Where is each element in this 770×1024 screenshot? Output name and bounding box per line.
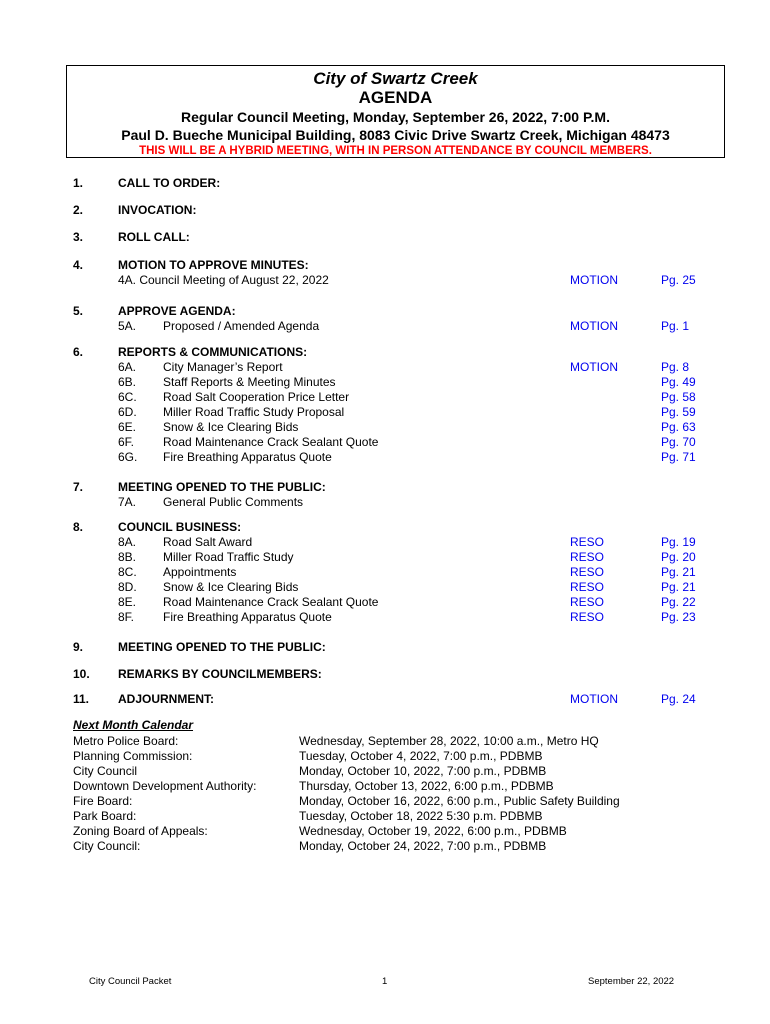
sub-item-code: 8D. (118, 580, 137, 594)
action-link[interactable]: MOTION (570, 273, 618, 287)
sub-item (0, 550, 770, 565)
sub-item-code: 6G. (118, 450, 138, 464)
calendar-date: Wednesday, October 19, 2022, 6:00 p.m., PDBMB (299, 824, 567, 838)
sub-item-label: Proposed / Amended Agenda (163, 319, 320, 333)
calendar-board: Metro Police Board: (73, 734, 179, 748)
meeting-info: Regular Council Meeting, Monday, September 26, 2022, 7:00 P.M. (181, 109, 610, 125)
calendar-row (0, 794, 770, 809)
sub-item (0, 450, 770, 465)
calendar-row (0, 824, 770, 839)
calendar-board: City Council (73, 764, 138, 778)
item-number: 1. (73, 176, 84, 190)
action-link[interactable]: MOTION (570, 692, 618, 706)
calendar-row (0, 749, 770, 764)
page-link[interactable]: Pg. 22 (661, 595, 696, 609)
page-link[interactable]: Pg. 19 (661, 535, 696, 549)
page-link[interactable]: Pg. 8 (661, 360, 690, 374)
calendar-date: Tuesday, October 4, 2022, 7:00 p.m., PDBMB (299, 749, 543, 763)
footer-packet: City Council Packet (89, 976, 172, 987)
sub-item (0, 273, 770, 288)
sub-item-code: 8B. (118, 550, 137, 564)
sub-item (0, 360, 770, 375)
page-link[interactable]: Pg. 1 (661, 319, 690, 333)
calendar-board: Fire Board: (73, 794, 133, 808)
sub-item (0, 495, 770, 510)
action-link[interactable]: RESO (570, 565, 605, 579)
sub-item-label: Appointments (163, 565, 237, 579)
footer-date: September 22, 2022 (588, 976, 675, 987)
page-link[interactable]: Pg. 21 (661, 565, 696, 579)
page-link[interactable]: Pg. 58 (661, 390, 696, 404)
calendar-title: Next Month Calendar (73, 718, 194, 732)
sub-item-text: 4A. Council Meeting of August 22, 2022 (118, 273, 329, 287)
sub-item-code: 8A. (118, 535, 137, 549)
action-link[interactable]: RESO (570, 550, 605, 564)
item-number: 8. (73, 520, 84, 534)
action-link[interactable]: RESO (570, 595, 605, 609)
sub-item-label: Fire Breathing Apparatus Quote (163, 610, 332, 624)
calendar-board: City Council: (73, 839, 141, 853)
sub-item-code: 8C. (118, 565, 137, 579)
sub-item (0, 390, 770, 405)
sub-item (0, 435, 770, 450)
calendar-date: Monday, October 10, 2022, 7:00 p.m., PDBMB (299, 764, 547, 778)
calendar-board: Zoning Board of Appeals: (73, 824, 208, 838)
page-link[interactable]: Pg. 49 (661, 375, 696, 389)
sub-item-label: Staff Reports & Meeting Minutes (163, 375, 336, 389)
calendar-date: Monday, October 24, 2022, 7:00 p.m., PDBMB (299, 839, 547, 853)
item-number: 9. (73, 640, 84, 654)
sub-item-label: Fire Breathing Apparatus Quote (163, 450, 332, 464)
calendar-row (0, 809, 770, 824)
calendar-board: Planning Commission: (73, 749, 193, 763)
page-link[interactable]: Pg. 59 (661, 405, 696, 419)
sub-item-label: Road Salt Award (163, 535, 253, 549)
calendar-row (0, 764, 770, 779)
calendar-row (0, 839, 770, 854)
sub-item-code: 6D. (118, 405, 137, 419)
sub-item-label: City Manager’s Report (163, 360, 283, 374)
item-number: 7. (73, 480, 84, 494)
item-title: MEETING OPENED TO THE PUBLIC: (118, 480, 326, 494)
footer-page-number: 1 (382, 976, 388, 987)
sub-item (0, 535, 770, 550)
sub-item (0, 610, 770, 625)
agenda-header (66, 65, 725, 158)
item-title: CALL TO ORDER: (118, 176, 221, 190)
item-number: 6. (73, 345, 84, 359)
item-title: REPORTS & COMMUNICATIONS: (118, 345, 308, 359)
item-title: ROLL CALL: (118, 230, 190, 244)
calendar-row (0, 779, 770, 794)
sub-item-label: Miller Road Traffic Study Proposal (163, 405, 345, 419)
item-title: INVOCATION: (118, 203, 197, 217)
sub-item-label: Road Salt Cooperation Price Letter (163, 390, 350, 404)
sub-item-label: Snow & Ice Clearing Bids (163, 580, 299, 594)
item-title: MOTION TO APPROVE MINUTES: (118, 258, 309, 272)
item-number: 4. (73, 258, 84, 272)
sub-item (0, 405, 770, 420)
page-link[interactable]: Pg. 20 (661, 550, 696, 564)
item-title: MEETING OPENED TO THE PUBLIC: (118, 640, 326, 654)
sub-item-label: Snow & Ice Clearing Bids (163, 420, 299, 434)
calendar-board: Park Board: (73, 809, 137, 823)
action-link[interactable]: MOTION (570, 360, 618, 374)
item-number: 10. (73, 667, 90, 681)
sub-item (0, 580, 770, 595)
page-link[interactable]: Pg. 24 (661, 692, 696, 706)
sub-item-label: Road Maintenance Crack Sealant Quote (163, 435, 379, 449)
hybrid-notice: THIS WILL BE A HYBRID MEETING, WITH IN PERSON ATTENDANCE BY COUNCIL MEMBERS. (139, 145, 652, 157)
item-number: 11. (73, 692, 90, 706)
meeting-location: Paul D. Bueche Municipal Building, 8083 Civic Drive Swartz Creek, Michigan 48473 (121, 127, 670, 143)
sub-item-code: 5A. (118, 319, 137, 333)
page-link[interactable]: Pg. 71 (661, 450, 696, 464)
agenda-title: AGENDA (358, 88, 433, 107)
sub-item (0, 375, 770, 390)
calendar-date: Thursday, October 13, 2022, 6:00 p.m., PDBMB (299, 779, 554, 793)
page-link[interactable]: Pg. 70 (661, 435, 696, 449)
sub-item-code: 8F. (118, 610, 135, 624)
sub-item-code: 6B. (118, 375, 137, 389)
item-title: REMARKS BY COUNCILMEMBERS: (118, 667, 322, 681)
item-number: 2. (73, 203, 84, 217)
city-name: City of Swartz Creek (313, 69, 478, 88)
item-number: 3. (73, 230, 84, 244)
sub-item (0, 319, 770, 334)
sub-item (0, 595, 770, 610)
sub-item-code: 6E. (118, 420, 137, 434)
page-link[interactable]: Pg. 25 (661, 273, 696, 287)
action-link[interactable]: RESO (570, 535, 605, 549)
sub-item-code: 7A. (118, 495, 137, 509)
page-link[interactable]: Pg. 63 (661, 420, 696, 434)
sub-item-label: Miller Road Traffic Study (163, 550, 294, 564)
item-title: ADJOURNMENT: (118, 692, 214, 706)
item-title: APPROVE AGENDA: (118, 304, 236, 318)
page-link[interactable]: Pg. 23 (661, 610, 696, 624)
item-title: COUNCIL BUSINESS: (118, 520, 242, 534)
sub-item (0, 565, 770, 580)
calendar-row (0, 734, 770, 749)
sub-item-code: 6A. (118, 360, 137, 374)
calendar-date: Tuesday, October 18, 2022 5:30 p.m. PDBMB (299, 809, 543, 823)
calendar-date: Wednesday, September 28, 2022, 10:00 a.m., Metro HQ (299, 734, 599, 748)
sub-item-code: 8E. (118, 595, 137, 609)
page-link[interactable]: Pg. 21 (661, 580, 696, 594)
action-link[interactable]: RESO (570, 610, 605, 624)
sub-item (0, 420, 770, 435)
action-link[interactable]: MOTION (570, 319, 618, 333)
sub-item-label: General Public Comments (163, 495, 304, 509)
sub-item-label: Road Maintenance Crack Sealant Quote (163, 595, 379, 609)
sub-item-code: 6C. (118, 390, 137, 404)
calendar-date: Monday, October 16, 2022, 6:00 p.m., Public Safety Building (299, 794, 620, 808)
item-number: 5. (73, 304, 84, 318)
sub-item-code: 6F. (118, 435, 135, 449)
action-link[interactable]: RESO (570, 580, 605, 594)
calendar-board: Downtown Development Authority: (73, 779, 257, 793)
